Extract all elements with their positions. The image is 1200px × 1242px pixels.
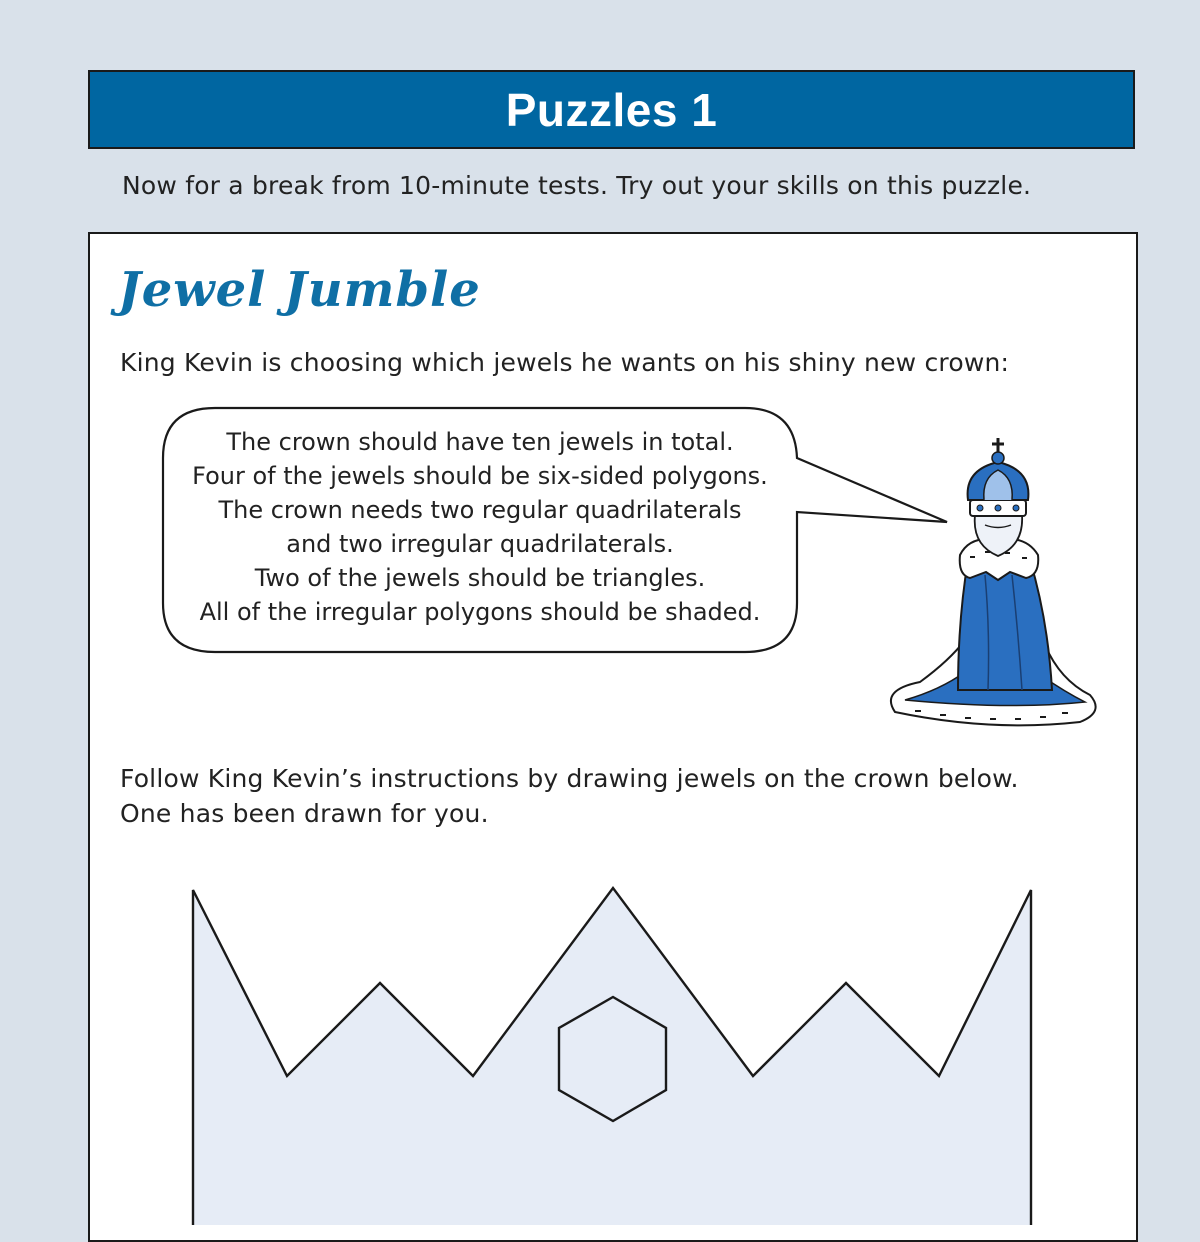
speech-line: Two of the jewels should be triangles. — [254, 564, 706, 592]
crown-outline — [193, 888, 1031, 1225]
page-title: Puzzles 1 — [505, 83, 718, 136]
speech-line: The crown should have ten jewels in total. — [226, 428, 734, 456]
speech-line: Four of the jewels should be six-sided polygons. — [192, 462, 768, 490]
instruction-line: One has been drawn for you. — [120, 799, 489, 828]
intro-text: Now for a break from 10-minute tests. Try out your skills on this puzzle. — [122, 171, 1032, 200]
instructions — [120, 761, 1019, 831]
speech-bubble-text — [165, 425, 795, 629]
speech-line: All of the irregular polygons should be shaded. — [199, 598, 761, 626]
king-kevin-illustration — [891, 438, 1096, 725]
speech-line: The crown needs two regular quadrilaterals — [218, 496, 742, 524]
instruction-line: Follow King Kevin’s instructions by drawing jewels on the crown below. — [120, 764, 1019, 793]
puzzle-title: Jewel Jumble — [118, 262, 481, 318]
puzzle-lead: King Kevin is choosing which jewels he wants on his shiny new crown: — [120, 348, 1010, 377]
speech-line: and two irregular quadrilaterals. — [286, 530, 674, 558]
